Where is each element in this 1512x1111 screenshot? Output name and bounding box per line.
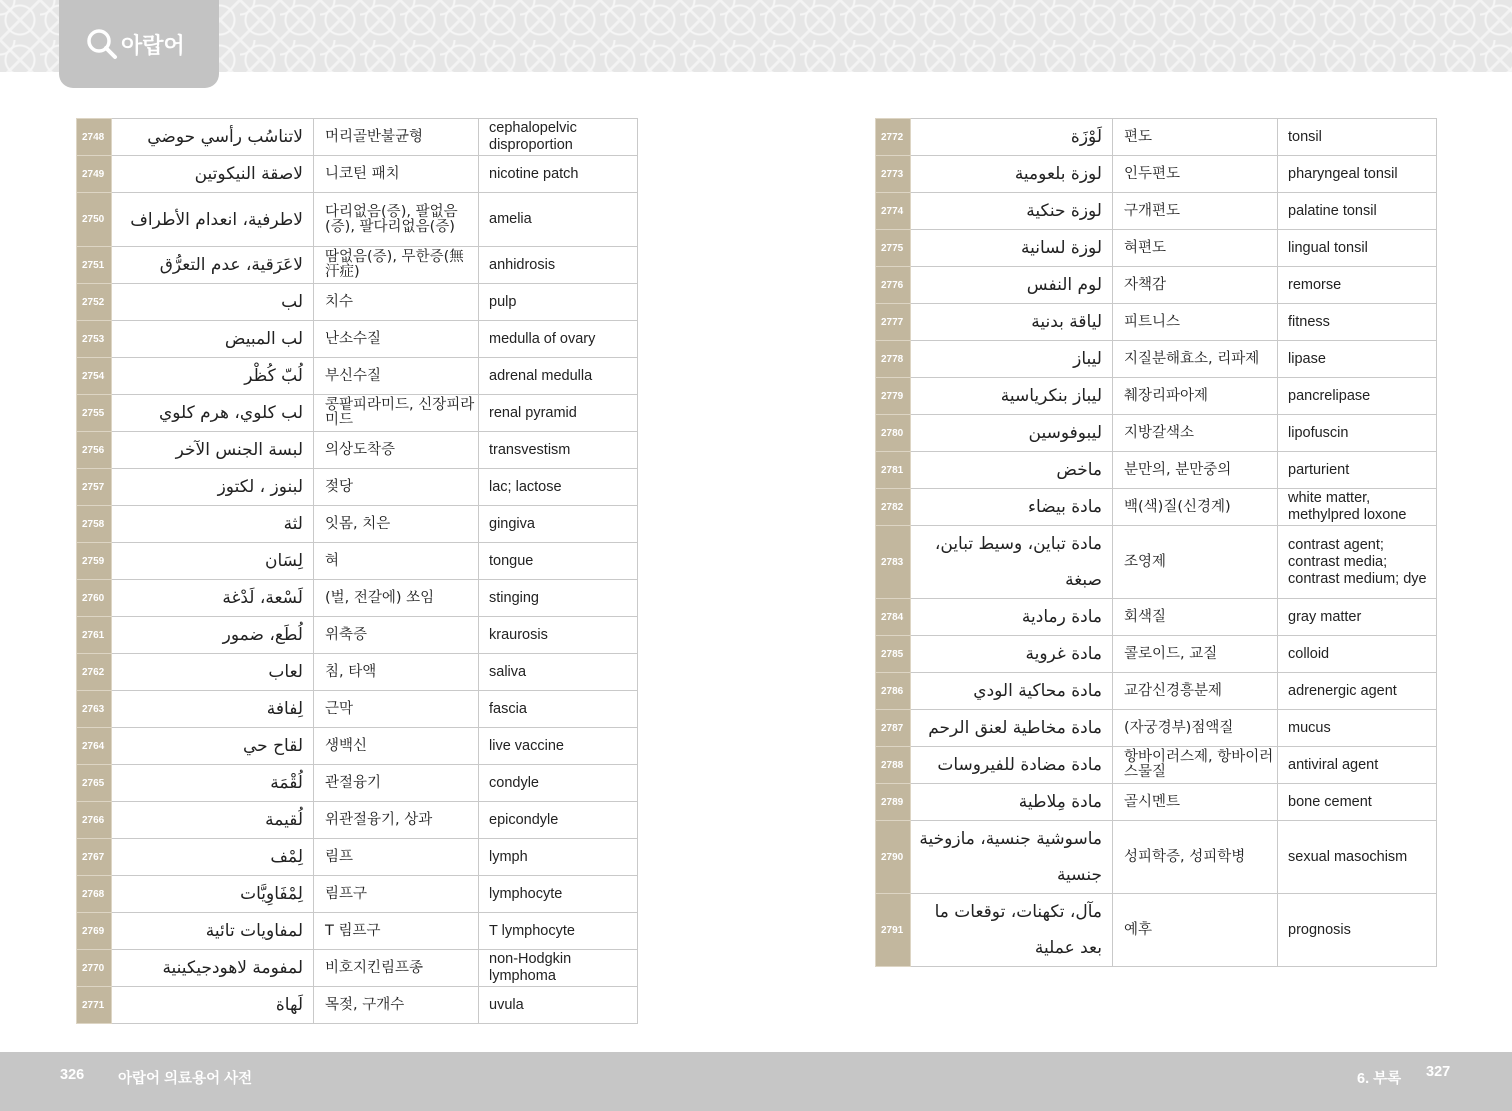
table-row <box>77 802 638 839</box>
entry-number: 2771 <box>77 987 112 1024</box>
korean-term: 난소수질 <box>314 321 479 358</box>
english-term: palatine tonsil <box>1278 193 1437 230</box>
entry-number: 2752 <box>77 284 112 321</box>
korean-term: 회색질 <box>1113 599 1278 636</box>
arabic-term: لوزة حنكية <box>911 193 1113 230</box>
table-row <box>876 489 1437 526</box>
korean-term: 예후 <box>1113 894 1278 967</box>
table-row <box>77 765 638 802</box>
korean-term: 관절융기 <box>314 765 479 802</box>
table-row <box>876 156 1437 193</box>
english-term: live vaccine <box>479 728 638 765</box>
korean-term: 비호지킨림프종 <box>314 950 479 987</box>
english-term: adrenal medulla <box>479 358 638 395</box>
korean-term: 부신수질 <box>314 358 479 395</box>
right-page-number: 327 <box>1426 1064 1451 1080</box>
arabic-term: لعاب <box>112 654 314 691</box>
arabic-term: مادة مِلاطية <box>911 784 1113 821</box>
arabic-term: لمفاويات تائية <box>112 913 314 950</box>
arabic-term: لُطَع، ضمور <box>112 617 314 654</box>
entry-number: 2788 <box>876 747 911 784</box>
table-row <box>77 691 638 728</box>
english-term: prognosis <box>1278 894 1437 967</box>
english-term: uvula <box>479 987 638 1024</box>
table-row <box>77 543 638 580</box>
table-row <box>77 284 638 321</box>
entry-number: 2757 <box>77 469 112 506</box>
entry-number: 2753 <box>77 321 112 358</box>
arabic-term: لب <box>112 284 314 321</box>
english-term: colloid <box>1278 636 1437 673</box>
english-term: lymphocyte <box>479 876 638 913</box>
entry-number: 2768 <box>77 876 112 913</box>
korean-term: 니코틴 패치 <box>314 156 479 193</box>
arabic-term: لَهاة <box>112 987 314 1024</box>
english-term: nicotine patch <box>479 156 638 193</box>
term-table-left <box>76 118 638 1024</box>
entry-number: 2774 <box>876 193 911 230</box>
table-row <box>876 341 1437 378</box>
korean-term: 분만의, 분만중의 <box>1113 452 1278 489</box>
section-tab-label: 아랍어 <box>121 32 185 58</box>
table-row <box>876 894 1437 967</box>
table-row <box>77 950 638 987</box>
table-row <box>77 469 638 506</box>
english-term: lac; lactose <box>479 469 638 506</box>
korean-term: 잇몸, 치은 <box>314 506 479 543</box>
korean-term: 림프 <box>314 839 479 876</box>
korean-term: 혀편도 <box>1113 230 1278 267</box>
entry-number: 2751 <box>77 247 112 284</box>
entry-number: 2790 <box>876 821 911 894</box>
english-term: remorse <box>1278 267 1437 304</box>
korean-term: 콩팥피라미드, 신장피라미드 <box>314 395 479 432</box>
entry-number: 2786 <box>876 673 911 710</box>
table-row <box>77 654 638 691</box>
korean-term: 머리골반불균형 <box>314 119 479 156</box>
table-row <box>876 673 1437 710</box>
korean-term: 조영제 <box>1113 526 1278 599</box>
entry-number: 2767 <box>77 839 112 876</box>
arabic-term: لياقة بدنية <box>911 304 1113 341</box>
arabic-term: لوزة لسانية <box>911 230 1113 267</box>
arabic-term: لَسْعة، لَدْغة <box>112 580 314 617</box>
table-row <box>77 395 638 432</box>
table-row <box>77 119 638 156</box>
korean-term: 백(색)질(신경계) <box>1113 489 1278 526</box>
entry-number: 2769 <box>77 913 112 950</box>
table-row <box>876 636 1437 673</box>
korean-term: 의상도착증 <box>314 432 479 469</box>
english-term: fascia <box>479 691 638 728</box>
table-row <box>77 987 638 1024</box>
table-row <box>876 710 1437 747</box>
english-term: sexual masochism <box>1278 821 1437 894</box>
table-row <box>77 913 638 950</box>
table-row <box>77 193 638 247</box>
english-term: kraurosis <box>479 617 638 654</box>
table-row <box>876 415 1437 452</box>
arabic-term: لاتناسُب رأسي حوضي <box>112 119 314 156</box>
table-row <box>876 747 1437 784</box>
korean-term: T 림프구 <box>314 913 479 950</box>
arabic-term: لقاح حي <box>112 728 314 765</box>
page-footer <box>0 1052 1512 1111</box>
korean-term: 위축증 <box>314 617 479 654</box>
table-row <box>77 580 638 617</box>
table-row <box>876 526 1437 599</box>
entry-number: 2791 <box>876 894 911 967</box>
arabic-term: ماسوشية جنسية، مازوخية جنسية <box>911 821 1113 894</box>
english-term: mucus <box>1278 710 1437 747</box>
entry-number: 2772 <box>876 119 911 156</box>
english-term: lipofuscin <box>1278 415 1437 452</box>
table-row <box>876 452 1437 489</box>
entry-number: 2754 <box>77 358 112 395</box>
english-term: anhidrosis <box>479 247 638 284</box>
english-term: pharyngeal tonsil <box>1278 156 1437 193</box>
arabic-term: لِسَان <box>112 543 314 580</box>
table-row <box>876 230 1437 267</box>
english-term: gingiva <box>479 506 638 543</box>
arabic-term: ليباز <box>911 341 1113 378</box>
english-term: pancrelipase <box>1278 378 1437 415</box>
english-term: saliva <box>479 654 638 691</box>
korean-term: 구개편도 <box>1113 193 1278 230</box>
entry-number: 2765 <box>77 765 112 802</box>
korean-term: 항바이러스제, 항바이러스물질 <box>1113 747 1278 784</box>
table-row <box>77 839 638 876</box>
arabic-term: مآل، تكهنات، توقعات ما بعد عملية <box>911 894 1113 967</box>
korean-term: 위관절융기, 상과 <box>314 802 479 839</box>
korean-term: 콜로이드, 교질 <box>1113 636 1278 673</box>
english-term: cephalopelvic disproportion <box>479 119 638 156</box>
magnifier-icon <box>85 27 119 61</box>
left-running-title: 아랍어 의료용어 사전 <box>118 1071 253 1087</box>
entry-number: 2778 <box>876 341 911 378</box>
english-term: amelia <box>479 193 638 247</box>
entry-number: 2787 <box>876 710 911 747</box>
korean-term: 치수 <box>314 284 479 321</box>
english-term: contrast agent; contrast media; contrast medium; dye <box>1278 526 1437 599</box>
table-row <box>77 728 638 765</box>
entry-number: 2782 <box>876 489 911 526</box>
table-row <box>77 432 638 469</box>
arabic-term: مادة تباين، وسيط تباين، صبغة <box>911 526 1113 599</box>
entry-number: 2761 <box>77 617 112 654</box>
entry-number: 2758 <box>77 506 112 543</box>
english-term: adrenergic agent <box>1278 673 1437 710</box>
korean-term: 피트니스 <box>1113 304 1278 341</box>
korean-term: 목젖, 구개수 <box>314 987 479 1024</box>
korean-term: (자궁경부)점액질 <box>1113 710 1278 747</box>
english-term: stinging <box>479 580 638 617</box>
english-term: lymph <box>479 839 638 876</box>
decorative-header-band <box>0 0 1512 72</box>
section-tab <box>59 0 219 88</box>
korean-term: 땀없음(증), 무한증(無汗症) <box>314 247 479 284</box>
arabic-term: لبنوز ، لكتوز <box>112 469 314 506</box>
korean-term: 교감신경흥분제 <box>1113 673 1278 710</box>
entry-number: 2770 <box>77 950 112 987</box>
entry-number: 2756 <box>77 432 112 469</box>
entry-number: 2763 <box>77 691 112 728</box>
korean-term: 침, 타액 <box>314 654 479 691</box>
entry-number: 2748 <box>77 119 112 156</box>
entry-number: 2783 <box>876 526 911 599</box>
entry-number: 2781 <box>876 452 911 489</box>
arabic-term: لِمْف <box>112 839 314 876</box>
arabic-term: لمفومة لاهودجيكينية <box>112 950 314 987</box>
korean-term: 편도 <box>1113 119 1278 156</box>
entry-number: 2785 <box>876 636 911 673</box>
english-term: tonsil <box>1278 119 1437 156</box>
entry-number: 2789 <box>876 784 911 821</box>
arabic-term: مادة محاكية الودي <box>911 673 1113 710</box>
korean-term: 다리없음(증), 팔없음(증), 팔다리없음(증) <box>314 193 479 247</box>
english-term: non-Hodgkin lymphoma <box>479 950 638 987</box>
english-term: epicondyle <box>479 802 638 839</box>
right-running-title: 6. 부록 <box>1357 1071 1402 1087</box>
table-row <box>77 506 638 543</box>
korean-term: 지방갈색소 <box>1113 415 1278 452</box>
table-row <box>876 304 1437 341</box>
english-term: parturient <box>1278 452 1437 489</box>
english-term: condyle <box>479 765 638 802</box>
entry-number: 2760 <box>77 580 112 617</box>
arabic-term: لِفافة <box>112 691 314 728</box>
arabic-term: لب المبيض <box>112 321 314 358</box>
english-term: renal pyramid <box>479 395 638 432</box>
left-page-number: 326 <box>60 1067 85 1083</box>
table-row <box>876 119 1437 156</box>
table-row <box>876 378 1437 415</box>
english-term: T lymphocyte <box>479 913 638 950</box>
arabic-term: لوزة بلعومية <box>911 156 1113 193</box>
english-term: lingual tonsil <box>1278 230 1437 267</box>
korean-term: 췌장리파아제 <box>1113 378 1278 415</box>
english-term: transvestism <box>479 432 638 469</box>
arabic-term: لِمْفَاوِيَّات <box>112 876 314 913</box>
table-row <box>77 156 638 193</box>
korean-term: 혀 <box>314 543 479 580</box>
table-row <box>77 358 638 395</box>
arabic-term: ماخض <box>911 452 1113 489</box>
english-term: bone cement <box>1278 784 1437 821</box>
table-row <box>876 784 1437 821</box>
english-term: pulp <box>479 284 638 321</box>
table-row <box>876 599 1437 636</box>
korean-term: 성피학증, 성피학병 <box>1113 821 1278 894</box>
english-term: lipase <box>1278 341 1437 378</box>
arabic-term: لاعَرَقية، عدم التعرُّق <box>112 247 314 284</box>
table-row <box>77 247 638 284</box>
english-term: antiviral agent <box>1278 747 1437 784</box>
korean-term: 인두편도 <box>1113 156 1278 193</box>
term-table-right <box>875 118 1437 967</box>
entry-number: 2764 <box>77 728 112 765</box>
korean-term: 자책감 <box>1113 267 1278 304</box>
entry-number: 2777 <box>876 304 911 341</box>
table-row <box>77 321 638 358</box>
table-row <box>77 617 638 654</box>
korean-term: 지질분해효소, 리파제 <box>1113 341 1278 378</box>
entry-number: 2776 <box>876 267 911 304</box>
arabic-term: لاطرفية، انعدام الأطراف <box>112 193 314 247</box>
entry-number: 2750 <box>77 193 112 247</box>
korean-term: 골시멘트 <box>1113 784 1278 821</box>
entry-number: 2784 <box>876 599 911 636</box>
table-row <box>876 193 1437 230</box>
arabic-term: ليباز بنكرياسية <box>911 378 1113 415</box>
english-term: medulla of ovary <box>479 321 638 358</box>
entry-number: 2755 <box>77 395 112 432</box>
arabic-term: لُقْمَة <box>112 765 314 802</box>
arabic-term: لوم النفس <box>911 267 1113 304</box>
arabic-term: مادة بيضاء <box>911 489 1113 526</box>
entry-number: 2780 <box>876 415 911 452</box>
english-term: fitness <box>1278 304 1437 341</box>
arabic-term: لُقيمة <box>112 802 314 839</box>
entry-number: 2762 <box>77 654 112 691</box>
arabic-term: لب كلوي، هرم كلوي <box>112 395 314 432</box>
table-row <box>77 876 638 913</box>
entry-number: 2749 <box>77 156 112 193</box>
arabic-term: لَوْزَة <box>911 119 1113 156</box>
arabic-term: مادة غروية <box>911 636 1113 673</box>
table-row <box>876 267 1437 304</box>
entry-number: 2766 <box>77 802 112 839</box>
entry-number: 2773 <box>876 156 911 193</box>
korean-term: (벌, 전갈에) 쏘임 <box>314 580 479 617</box>
korean-term: 근막 <box>314 691 479 728</box>
korean-term: 젖당 <box>314 469 479 506</box>
english-term: tongue <box>479 543 638 580</box>
english-term: white matter, methylpred loxone <box>1278 489 1437 526</box>
entry-number: 2759 <box>77 543 112 580</box>
table-row <box>876 821 1437 894</box>
entry-number: 2779 <box>876 378 911 415</box>
arabic-term: مادة مضادة للفيروسات <box>911 747 1113 784</box>
entry-number: 2775 <box>876 230 911 267</box>
arabic-term: مادة رمادية <box>911 599 1113 636</box>
arabic-term: لبسة الجنس الآخر <box>112 432 314 469</box>
korean-term: 림프구 <box>314 876 479 913</box>
arabic-term: لاصقة النيكوتين <box>112 156 314 193</box>
arabic-term: لثة <box>112 506 314 543</box>
korean-term: 생백신 <box>314 728 479 765</box>
arabic-term: ليبوفوسين <box>911 415 1113 452</box>
arabic-term: لُبّ كُظْر <box>112 358 314 395</box>
english-term: gray matter <box>1278 599 1437 636</box>
arabic-term: مادة مخاطية لعنق الرحم <box>911 710 1113 747</box>
